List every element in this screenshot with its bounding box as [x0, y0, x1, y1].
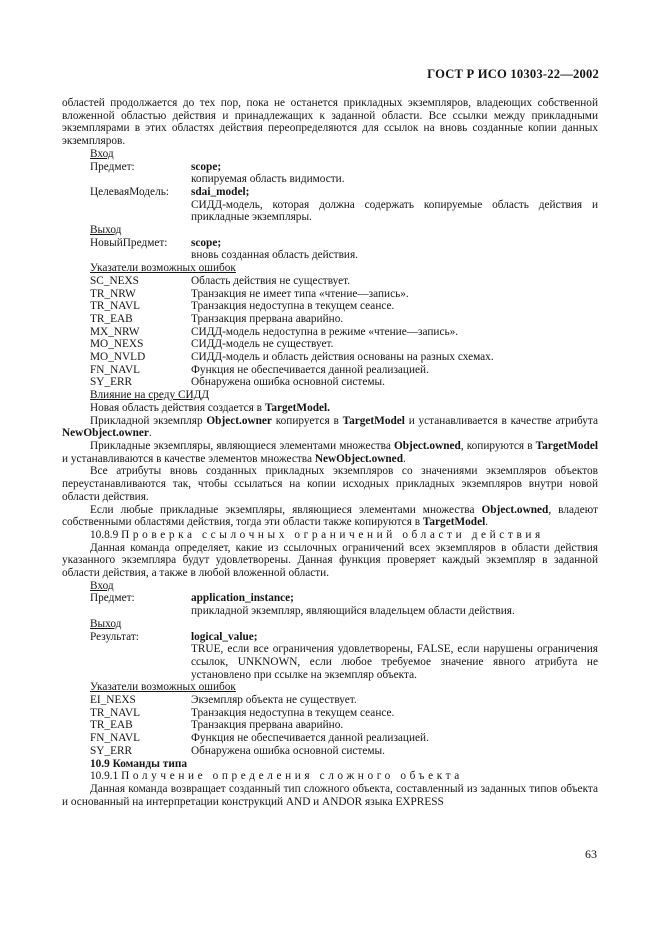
error-text: Функция не обеспечивается данной реализацией. [191, 732, 429, 745]
error-row [62, 694, 598, 707]
section-heading: 10.9 Команды типа [90, 757, 188, 770]
param-description: TRUE, если все ограничения удовлетворены, FALSE, если нарушены ограничения ссылок, UNKNOWN, если любое требуемое значение явного атрибута не установлено при ссылке на экземпляр объекта. [191, 643, 598, 681]
error-row [62, 707, 598, 720]
error-text: СИДД-модель не существует. [191, 338, 334, 351]
error-text: Обнаружена ошибка основной системы. [191, 376, 385, 389]
param-key: НовыйПредмет: [90, 236, 168, 249]
section-name: Проверка ссылочных ограничений области действия [121, 528, 544, 541]
param-description: СИДД-модель, которая должна содержать копируемые область действия и прикладные экземпляры. [191, 198, 598, 224]
error-row [62, 300, 598, 313]
error-row [62, 313, 598, 326]
error-text: Транзакция недоступна в текущем сеансе. [191, 300, 395, 313]
page-number: 63 [585, 847, 597, 861]
param-type: sdai_model; [191, 185, 250, 198]
param-row [62, 186, 598, 199]
errors-heading: Указатели возможных ошибок [90, 681, 236, 694]
paragraph: Все атрибуты вновь созданных прикладных экземпляров со значениями экземпляров объектов переустанавливаются так, чтобы ссылаться на копии исходных прикладных экземпляров внутри новой области действия. [62, 465, 598, 503]
error-row [62, 288, 598, 301]
section-name: Получение определения сложного объекта [121, 770, 463, 783]
input-heading: Вход [90, 147, 114, 160]
error-code: TR_EAB [90, 719, 133, 732]
paragraph: Новая область действия создается в TargetModel. [90, 401, 330, 414]
error-code: SC_NEXS [90, 274, 139, 287]
param-row [62, 631, 598, 644]
section-title [62, 770, 598, 783]
error-text: Экземпляр объекта не существует. [191, 694, 357, 707]
param-type: logical_value; [191, 630, 258, 643]
param-type: scope; [191, 236, 222, 249]
error-row [62, 275, 598, 288]
error-text: Транзакция недоступна в текущем сеансе. [191, 706, 395, 719]
error-row [62, 732, 598, 745]
error-row [62, 745, 598, 758]
section-number: 10.8.9 [90, 528, 119, 541]
param-key: ЦелеваяМодель: [90, 185, 169, 198]
section-number: 10.9.1 [90, 770, 119, 783]
error-text: Функция не обеспечивается данной реализацией. [191, 363, 429, 376]
error-row [62, 326, 598, 339]
error-code: SY_ERR [90, 744, 133, 757]
error-code: MO_NEXS [90, 338, 144, 351]
param-description: вновь созданная область действия. [191, 249, 358, 262]
input-heading: Вход [90, 579, 114, 592]
error-row [62, 364, 598, 377]
error-row [62, 351, 598, 364]
page-body [62, 97, 598, 808]
paragraph: Прикладной экземпляр Object.owner копируется в TargetModel и устанавливается в качестве атрибута NewObject.owner. [62, 414, 598, 440]
error-code: MO_NVLD [90, 351, 146, 364]
param-row [62, 161, 598, 174]
paragraph: областей продолжается до тех пор, пока не останется прикладных экземпляров, владеющих собственной вложенной областью действия и принадлежащих к заданной области. Все ссылки между прикладными экземплярами в этих областях действия переопределяются для ссылок на вновь созданные копии данных экземпляров. [62, 97, 598, 148]
error-code: FN_NAVL [90, 732, 141, 745]
error-text: Обнаружена ошибка основной системы. [191, 744, 385, 757]
environment-heading: Влияние на среду СИДД [90, 389, 210, 402]
errors-heading: Указатели возможных ошибок [90, 262, 236, 275]
document-header: ГОСТ Р ИСО 10303-22—2002 [427, 67, 599, 81]
param-type: scope; [191, 160, 222, 173]
section-title [62, 529, 598, 542]
paragraph: Данная команда определяет, какие из ссылочных ограничений всех экземпляров в области действия указанного экземпляра будут удовлетворены. Данная функция проверяет каждый экземпляр в заданной области действия, а также в любой вложенной области. [62, 541, 598, 580]
error-row [62, 338, 598, 351]
error-text: СИДД-модель недоступна в режиме «чтение—запись». [191, 325, 459, 338]
error-code: MX_NRW [90, 325, 140, 338]
error-code: TR_NAVL [90, 300, 141, 313]
error-text: Область действия не существует. [191, 274, 351, 287]
paragraph: Если любые прикладные экземпляры, являющиеся элементами множества Object.owned, владеют собственными областями действия, тогда эти области также копируются в TargetModel. [62, 503, 598, 529]
error-code: TR_EAB [90, 312, 133, 325]
error-row [62, 719, 598, 732]
param-description: копируемая область видимости. [191, 173, 345, 186]
param-description: прикладной экземпляр, являющийся владельцем области действия. [191, 605, 515, 618]
param-key: Результат: [90, 630, 139, 643]
param-row [62, 237, 598, 250]
error-text: СИДД-модель и область действия основаны на разных схемах. [191, 351, 494, 364]
error-row [62, 376, 598, 389]
paragraph: Данная команда возвращает созданный тип сложного объекта, составленный из заданных типов объекта и основанный на интерпретации конструкций AND и ANDOR языка EXPRESS [62, 782, 598, 808]
error-code: FN_NAVL [90, 363, 141, 376]
error-text: Транзакция не имеет типа «чтение—запись». [191, 287, 409, 300]
error-code: TR_NRW [90, 287, 136, 300]
error-text: Транзакция прервана аварийно. [191, 719, 344, 732]
error-code: SY_ERR [90, 376, 133, 389]
output-heading: Выход [90, 224, 122, 237]
paragraph: Прикладные экземпляры, являющиеся элементами множества Object.owned, копируются в TargetModel и устанавливаются в качестве элементов множества NewObject.owned. [62, 439, 598, 465]
param-key: Предмет: [90, 160, 135, 173]
error-text: Транзакция прервана аварийно. [191, 312, 344, 325]
output-heading: Выход [90, 617, 122, 630]
param-key: Предмет: [90, 592, 135, 605]
param-row [62, 592, 598, 605]
error-code: EI_NEXS [90, 694, 136, 707]
param-type: application_instance; [191, 592, 294, 605]
error-code: TR_NAVL [90, 706, 141, 719]
